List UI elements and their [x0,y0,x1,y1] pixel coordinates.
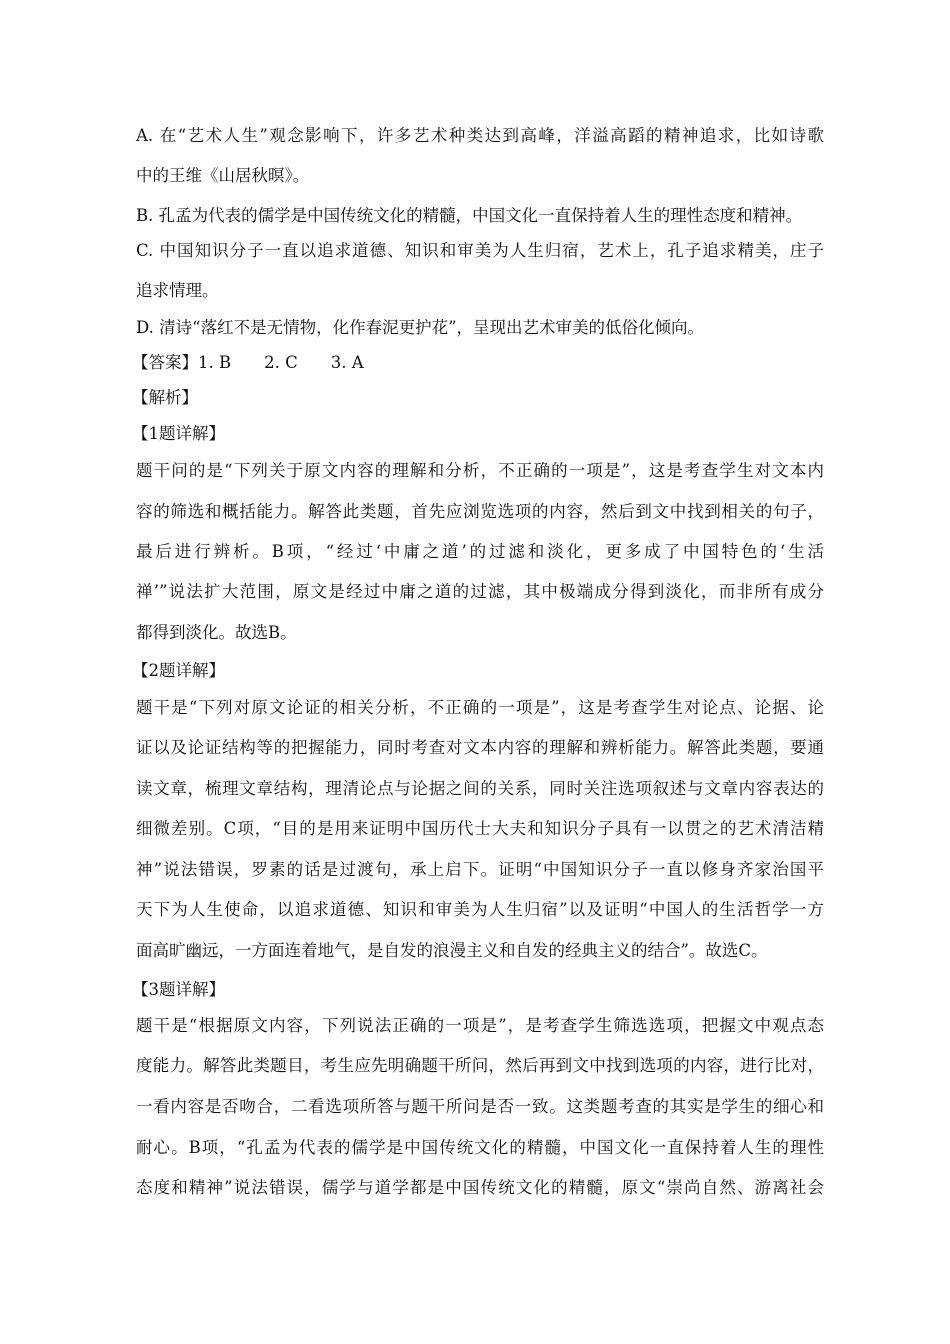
q2-paragraph-line: 神”说法错误，罗素的话是过渡句，承上启下。证明“中国知识分子一直以修身齐家治国平 [136,860,824,879]
q1-paragraph-line: 禅’”说法扩大范围，原文是经过中庸之道的过滤，其中极端成分得到淡化，而非所有成分 [136,582,824,601]
q2-paragraph-line: 细微差别。C项，“目的是用来证明中国历代士大夫和知识分子具有一以贯之的艺术清洁精 [136,819,824,838]
option-d: D. 清诗“落红不是无情物，化作春泥更护花”，呈现出艺术审美的低俗化倾向。 [136,318,705,337]
answer-line: 【答案】1. B 2. C 3. A [132,353,364,372]
q3-paragraph-line: 耐心。B项，“孔孟为代表的儒学是中国传统文化的精髓，中国文化一直保持着人生的理性 [136,1138,824,1157]
q1-paragraph-line: 题干问的是“下列关于原文内容的理解和分析，不正确的一项是”，这是考查学生对文本内 [136,461,824,480]
option-b: B. 孔孟为代表的儒学是中国传统文化的精髓，中国文化一直保持着人生的理性态度和精神。 [136,206,803,225]
q3-paragraph-line: 度能力。解答此类题目，考生应先明确题干所问，然后再到文中找到选项的内容，进行比对， [136,1056,824,1075]
q1-heading: 【1题详解】 [132,424,225,443]
q1-paragraph-line: 容的筛选和概括能力。解答此类题，首先应浏览选项的内容，然后到文中找到相关的句子， [136,502,824,521]
q2-heading: 【2题详解】 [132,661,225,680]
option-a-line-1: A. 在“艺术人生”观念影响下，许多艺术种类达到高峰，洋溢高蹈的精神追求，比如诗歌 [136,126,824,145]
q3-paragraph-line: 题干是“根据原文内容，下列说法正确的一项是”，是考查学生筛选选项，把握文中观点态 [136,1016,824,1035]
q2-paragraph-line: 读文章，梳理文章结构，理清论点与论据之间的关系，同时关注选项叙述与文章内容表达的 [136,779,824,798]
q1-paragraph-line: 都得到淡化。故选B。 [136,623,297,642]
q1-paragraph-line: 最后进行辨析。B项，“经过‘中庸之道’的过滤和淡化，更多成了中国特色的‘生活 [136,542,824,561]
q2-paragraph-line: 证以及论证结构等的把握能力，同时考查对文本内容的理解和辨析能力。解答此类题，要通 [136,738,824,757]
q2-paragraph-line: 面高旷幽远，一方面连着地气，是自发的浪漫主义和自发的经典主义的结合”。故选C。 [136,941,768,960]
q3-paragraph-line: 态度和精神”说法错误，儒学与道学都是中国传统文化的精髓，原文“崇尚自然、游离社会 [136,1178,824,1197]
q2-paragraph-line: 题干是“下列对原文论证的相关分析，不正确的一项是”，这是考查学生对论点、论据、论 [136,698,824,717]
option-c-line-2: 追求情理。 [136,281,219,300]
q3-paragraph-line: 一看内容是否吻合，二看选项所答与题干所问是否一致。这类题考查的其实是学生的细心和 [136,1097,824,1116]
q2-paragraph-line: 天下为人生使命，以追求道德、知识和审美为人生归宿”以及证明“中国人的生活哲学一方 [136,900,824,919]
analysis-heading: 【解析】 [132,388,198,407]
option-a-line-2: 中的王维《山居秋暝》。 [136,166,310,185]
q3-heading: 【3题详解】 [132,980,225,999]
option-c-line-1: C. 中国知识分子一直以追求道德、知识和审美为人生归宿，艺术上，孔子追求精美，庄子 [136,241,824,260]
